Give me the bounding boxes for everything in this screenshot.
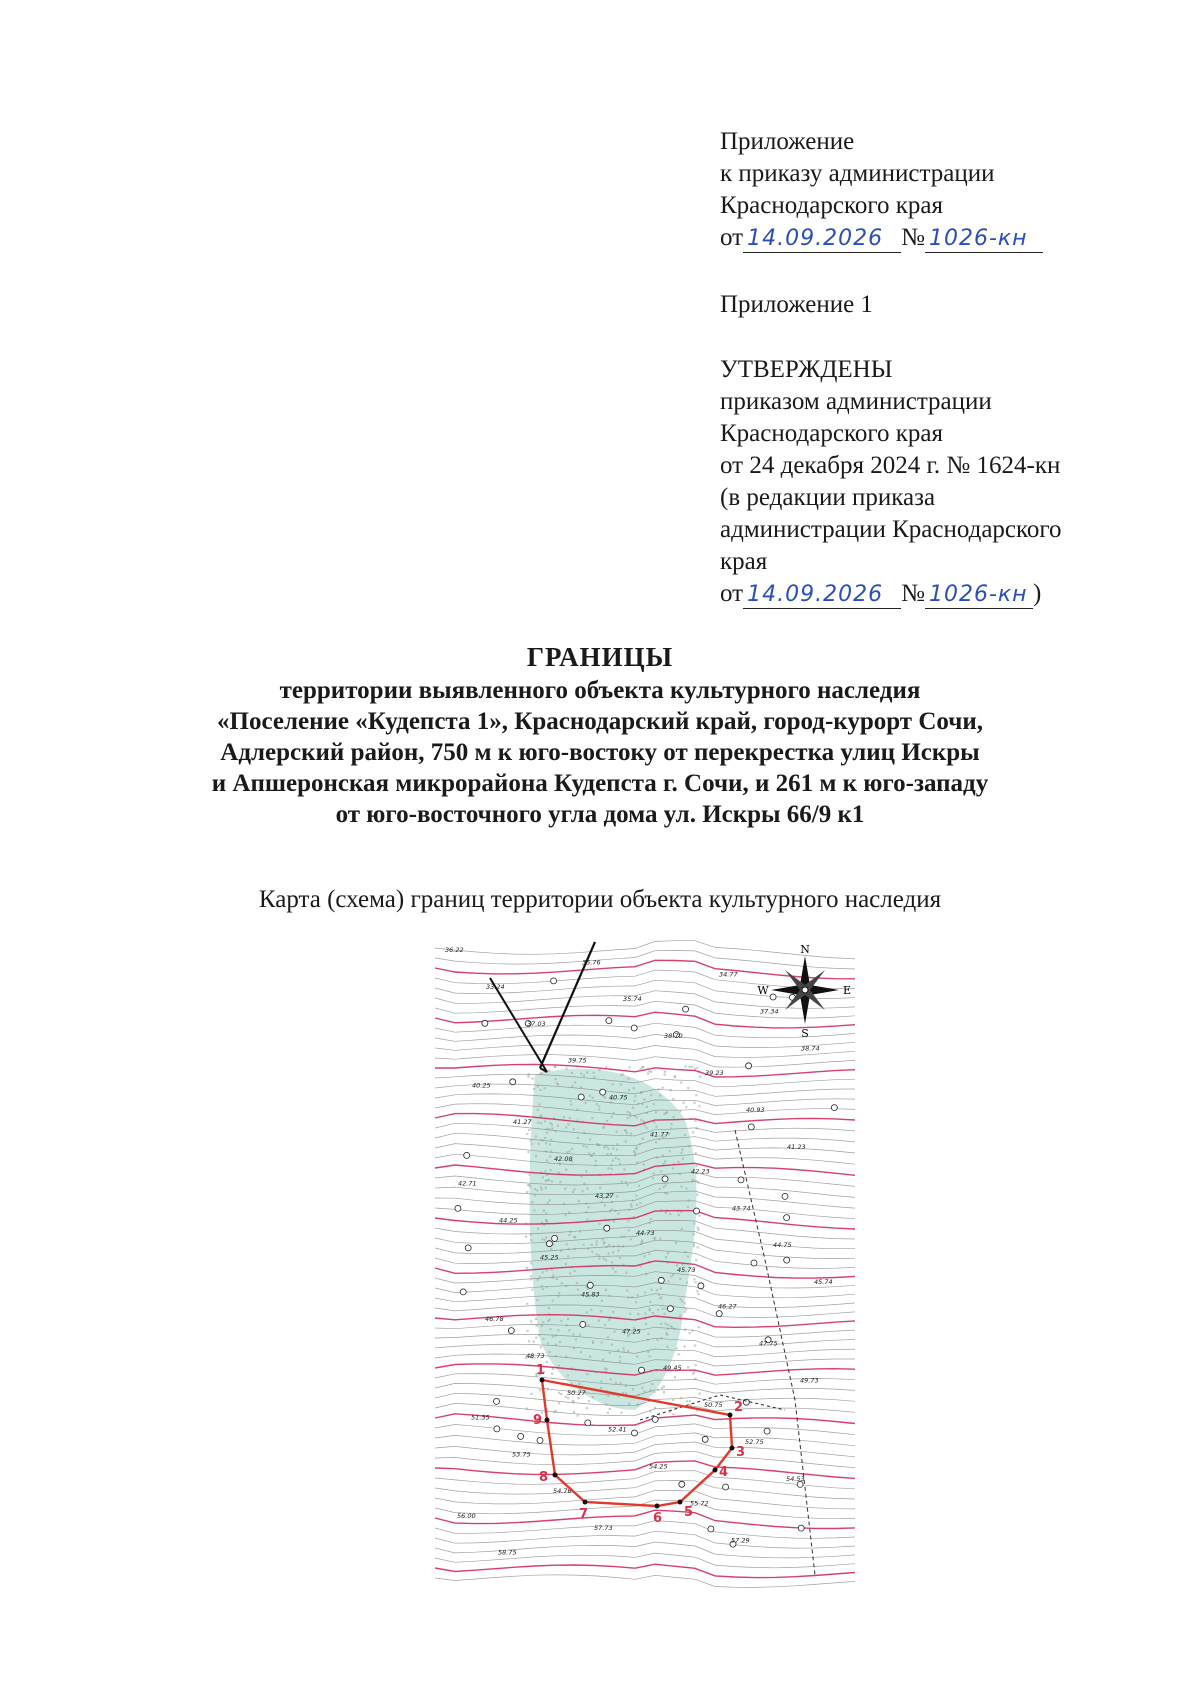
approved-line: от 24 декабря 2024 г. № 1624-кн: [720, 452, 1061, 479]
handwritten-number: 1026-кн: [925, 226, 1043, 253]
elevation-label: 52.41: [608, 1425, 627, 1434]
boundary-point-label: 3: [736, 1445, 746, 1460]
elevation-label: 54.76: [553, 1487, 572, 1496]
boundary-point-label: 6: [653, 1511, 663, 1526]
elevation-label: 42.23: [691, 1167, 710, 1176]
elevation-label: 36.22: [445, 946, 464, 954]
elevation-label: 49.73: [800, 1376, 819, 1385]
header-line: к приказу администрации: [720, 160, 995, 187]
elevation-label: 43.27: [595, 1192, 614, 1200]
compass-w: W: [757, 984, 769, 997]
elevation-label: 53.75: [512, 1450, 531, 1459]
map-svg: [435, 940, 850, 1575]
elevation-label: 40.75: [609, 1093, 628, 1102]
elevation-label: 42.71: [458, 1179, 477, 1188]
elevation-label: 50.75: [704, 1401, 723, 1410]
compass-n: N: [800, 943, 810, 956]
elevation-label: 48.73: [526, 1351, 545, 1360]
elevation-label: 57.73: [594, 1524, 613, 1533]
title-main: ГРАНИЦЫ: [526, 642, 674, 672]
elevation-label: 54.53: [786, 1474, 805, 1483]
elevation-label: 39.75: [568, 1056, 587, 1065]
appendix-number: [720, 289, 1180, 321]
title-line: территории выявленного объекта культурного наследия: [279, 677, 921, 704]
elevation-label: 33.24: [486, 982, 505, 991]
from-label: от: [720, 224, 744, 251]
header-line: Краснодарского края: [720, 192, 943, 219]
elevation-label: 37.34: [760, 1007, 779, 1016]
boundary-point-label: 5: [684, 1505, 694, 1520]
handwritten-date: 14.09.2026: [743, 582, 901, 609]
elevation-label: 51.35: [471, 1413, 490, 1422]
close-paren: ): [1032, 580, 1042, 607]
elevation-label: 42.08: [554, 1155, 573, 1164]
from-label: от: [720, 580, 744, 607]
approved-line: края: [720, 548, 768, 575]
elevation-label: 41.27: [513, 1118, 532, 1127]
appendix-label: Приложение 1: [720, 291, 873, 318]
header-line: Приложение: [720, 128, 855, 155]
boundary-point-label: 7: [579, 1507, 589, 1522]
title-line: Адлерский район, 750 м к юго-востоку от перекрестка улиц Искры: [220, 739, 980, 766]
handwritten-number: 1026-кн: [925, 582, 1033, 609]
approved-line: (в редакции приказа: [720, 484, 936, 511]
elevation-label: 56.00: [457, 1511, 476, 1520]
elevation-label: 38.74: [801, 1044, 820, 1053]
elevation-label: 50.27: [567, 1388, 586, 1397]
approved-date-line: [720, 578, 1180, 610]
approved-block: [720, 354, 1180, 610]
elevation-label: 47.75: [759, 1339, 778, 1348]
elevation-label: 35.74: [623, 995, 642, 1004]
number-label: №: [901, 580, 925, 607]
number-label: №: [901, 224, 925, 251]
title-line: «Поселение «Кудепста 1», Краснодарский край, город-курорт Сочи,: [217, 708, 983, 735]
handwritten-date: 14.09.2026: [743, 226, 901, 253]
elevation-label: 45.83: [581, 1290, 600, 1299]
elevation-label: 40.25: [472, 1081, 491, 1090]
elevation-label: 44.73: [636, 1228, 655, 1237]
elevation-label: 55.72: [690, 1499, 709, 1508]
elevation-label: 49.45: [663, 1364, 682, 1373]
elevation-label: 46.78: [485, 1315, 504, 1323]
elevation-label: 40.93: [746, 1105, 765, 1114]
elevation-label: 44.75: [773, 1241, 792, 1250]
elevation-label: 41.23: [787, 1142, 806, 1151]
elevation-label: 47.25: [622, 1327, 641, 1336]
elevation-label: 39.23: [705, 1069, 724, 1077]
elevation-label: 45.73: [677, 1265, 696, 1274]
elevation-label: 58.75: [498, 1548, 517, 1557]
header-date-line: [720, 222, 1180, 254]
elevation-label: 45.74: [814, 1278, 833, 1287]
elevation-label: 54.25: [649, 1462, 668, 1471]
approved-heading: УТВЕРЖДЕНЫ: [720, 356, 893, 383]
elevation-label: 41.77: [650, 1130, 669, 1139]
elevation-label: 34.77: [719, 970, 738, 979]
document-title: [100, 642, 1100, 830]
elevation-label: 43.74: [732, 1204, 751, 1213]
elevation-label: 46.27: [718, 1302, 737, 1311]
approved-line: Краснодарского края: [720, 420, 943, 447]
elevation-label: 35.76: [582, 958, 601, 967]
elevation-label: 44.25: [499, 1216, 518, 1225]
title-line: от юго-восточного угла дома ул. Искры 66/9 к1: [335, 801, 865, 828]
title-line: и Апшеронская микрорайона Кудепста г. Сочи, и 261 м к юго-западу: [211, 770, 989, 797]
map-caption: Карта (схема) границ территории объекта культурного наследия: [258, 886, 942, 913]
approved-line: приказом администрации: [720, 388, 992, 415]
boundary-point-label: 1: [536, 1363, 546, 1378]
approved-line: администрации Краснодарского: [720, 516, 1062, 543]
boundary-point-label: 4: [719, 1465, 729, 1480]
boundary-point-label: 9: [533, 1413, 543, 1428]
elevation-label: 37.03: [527, 1019, 546, 1028]
topographic-map: [435, 940, 850, 1575]
boundary-point-label: 8: [539, 1470, 549, 1485]
elevation-label: 52.75: [745, 1438, 764, 1446]
elevation-label: 38.70: [664, 1032, 683, 1041]
elevation-label: 57.29: [731, 1536, 750, 1545]
compass-s: S: [801, 1027, 809, 1040]
elevation-label: 45.25: [540, 1253, 559, 1262]
appendix-header: [720, 126, 1180, 254]
compass-e: E: [842, 984, 852, 997]
boundary-point-label: 2: [734, 1400, 744, 1415]
